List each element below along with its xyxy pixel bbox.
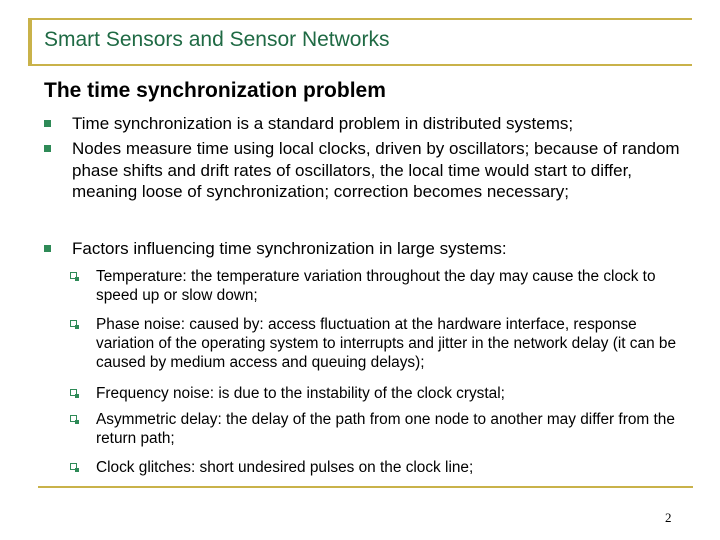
sub-bullet-item: Frequency noise: is due to the instability of the clock crystal; (96, 385, 505, 402)
presentation-title: Smart Sensors and Sensor Networks (44, 28, 390, 51)
sub-bullet-box-icon (70, 320, 77, 327)
slide-heading: The time synchronization problem (44, 79, 386, 102)
page-number: 2 (665, 510, 672, 525)
sub-bullet-box-icon (70, 415, 77, 422)
sub-bullet-item: Asymmetric delay: the delay of the path from one node to another may differ from the return path; (96, 411, 675, 448)
bullet-item: Nodes measure time using local clocks, driven by oscillators; because of random phase shifts and drift rates of oscillators, the local time would start to differ, meaning loose of synchronization; correction becomes necessary; (72, 139, 680, 201)
bullet-item: Factors influencing time synchronization in large systems: (72, 239, 507, 258)
sub-bullet-item: Temperature: the temperature variation throughout the day may cause the clock to speed up or slow down; (96, 268, 656, 305)
footer-rule (38, 486, 693, 488)
header-top-rule (28, 18, 692, 20)
bullet-square-icon (44, 120, 51, 127)
sub-bullet-box-icon (70, 272, 77, 279)
sub-bullet-box-icon (70, 389, 77, 396)
bullet-item: Time synchronization is a standard problem in distributed systems; (72, 114, 574, 133)
sub-bullet-item: Phase noise: caused by: access fluctuation at the hardware interface, response variation of the operating system to interrupts and jitter in the network delay (it can be caused by medium access and queuing delays); (96, 316, 677, 372)
bullet-square-icon (44, 145, 51, 152)
header-accent-bar (28, 18, 32, 64)
sub-bullet-box-icon (70, 463, 77, 470)
sub-bullet-item: Clock glitches: short undesired pulses on the clock line; (96, 459, 474, 476)
bullet-square-icon (44, 245, 51, 252)
header-bottom-rule (28, 64, 692, 66)
